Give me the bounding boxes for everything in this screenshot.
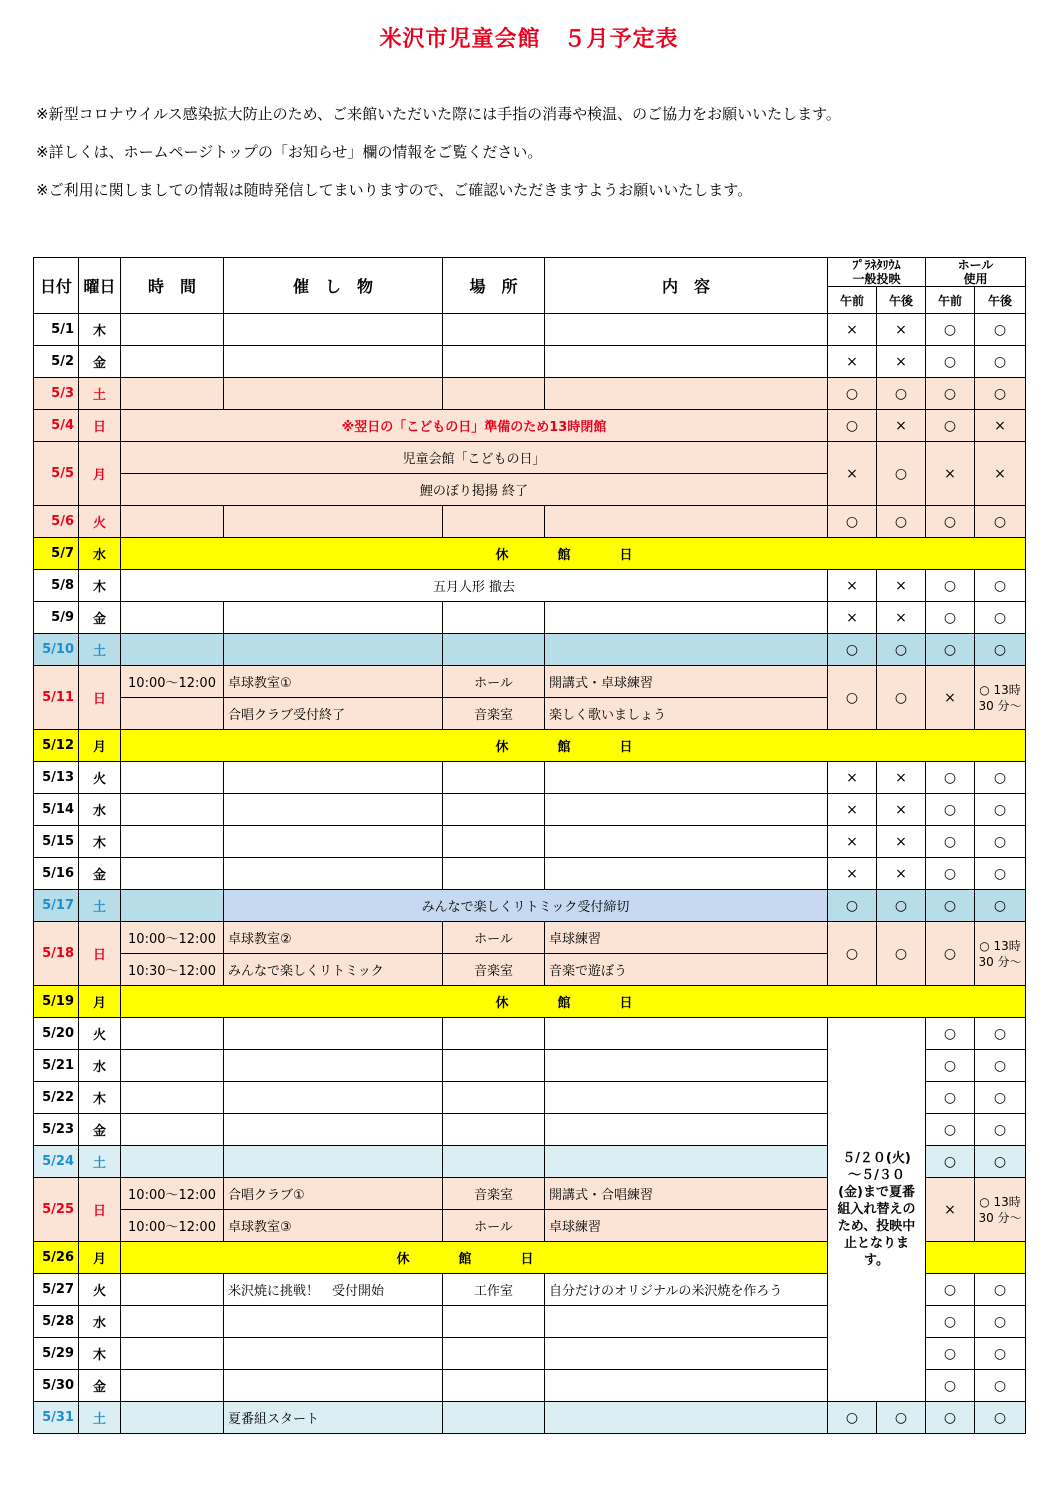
event-cell: 卓球教室② [224, 922, 443, 954]
planetarium-am-cell: × [828, 346, 877, 378]
hall-am-cell: ○ [926, 922, 975, 986]
planetarium-am-cell: ○ [828, 634, 877, 666]
planetarium-pm-cell: ○ [877, 506, 926, 538]
day-cell: 金 [79, 858, 121, 890]
planetarium-am-cell: ○ [828, 378, 877, 410]
hall-pm-cell: ○ [975, 826, 1026, 858]
date-cell: 5/3 [34, 378, 79, 410]
planetarium-am-cell: × [828, 826, 877, 858]
day-cell: 月 [79, 986, 121, 1018]
day-cell: 木 [79, 826, 121, 858]
hall-pm-cell: ○ [975, 314, 1026, 346]
planetarium-pm-cell: ○ [877, 890, 926, 922]
table-row [34, 634, 1026, 666]
hall-pm-cell: ○ [975, 794, 1026, 826]
hall-pm-cell: ○ [975, 1306, 1026, 1338]
place-cell: 音楽室 [443, 698, 545, 730]
hall-pm-cell: ○ 13時30 分～ [975, 666, 1026, 730]
header-content: 内 容 [545, 258, 828, 314]
event-cell: みんなで楽しくリトミック [224, 954, 443, 986]
date-cell: 5/16 [34, 858, 79, 890]
day-cell: 火 [79, 762, 121, 794]
table-row [34, 1018, 1026, 1050]
date-cell: 5/8 [34, 570, 79, 602]
hall-am-cell: ○ [926, 602, 975, 634]
day-cell: 土 [79, 634, 121, 666]
hall-am-cell: ○ [926, 1370, 975, 1402]
date-cell: 5/4 [34, 410, 79, 442]
planetarium-am-cell: ○ [828, 890, 877, 922]
date-cell: 5/28 [34, 1306, 79, 1338]
date-cell: 5/25 [34, 1178, 79, 1242]
time-cell: 10:00～12:00 [121, 1210, 224, 1242]
time-cell: 10:00～12:00 [121, 1178, 224, 1210]
event-cell: 卓球教室① [224, 666, 443, 698]
day-cell: 土 [79, 1146, 121, 1178]
hall-pm-cell: ○ [975, 1402, 1026, 1434]
header-event: 催 し 物 [224, 258, 443, 314]
day-cell: 土 [79, 890, 121, 922]
hall-am-cell: ○ [926, 410, 975, 442]
hall-am-cell: ○ [926, 570, 975, 602]
hall-am-cell: ○ [926, 346, 975, 378]
hall-am-cell: ○ [926, 794, 975, 826]
event-cell: 合唱クラブ受付終了 [224, 698, 443, 730]
closed-day-cell: 休 館 日 [121, 986, 1026, 1018]
table-row [34, 378, 1026, 410]
date-cell: 5/10 [34, 634, 79, 666]
planetarium-pm-cell: × [877, 762, 926, 794]
hall-pm-cell: ○ 13時30 分～ [975, 922, 1026, 986]
planetarium-pm-cell: ○ [877, 442, 926, 506]
day-cell: 水 [79, 1306, 121, 1338]
header-date: 日付 [34, 258, 79, 314]
table-row [34, 602, 1026, 634]
hall-am-cell: ○ [926, 826, 975, 858]
hall-pm-cell: ○ [975, 890, 1026, 922]
date-cell: 5/26 [34, 1242, 79, 1274]
day-cell: 日 [79, 410, 121, 442]
day-cell: 土 [79, 1402, 121, 1434]
planetarium-pm-cell: × [877, 570, 926, 602]
hall-pm-cell: ○ [975, 762, 1026, 794]
planetarium-pm-cell: ○ [877, 634, 926, 666]
table-row [34, 1402, 1026, 1434]
content-cell: 音楽で遊ぼう [545, 954, 828, 986]
header-time: 時 間 [121, 258, 224, 314]
date-cell: 5/9 [34, 602, 79, 634]
date-cell: 5/23 [34, 1114, 79, 1146]
notice-line: ※詳しくは、ホームページトップの「お知らせ」欄の情報をご覧ください。 [36, 143, 543, 161]
schedule-table [33, 257, 1026, 1434]
hall-am-cell: × [926, 1178, 975, 1242]
hall-closed-cell [926, 1242, 1026, 1274]
planetarium-pm-cell: × [877, 410, 926, 442]
day-cell: 水 [79, 794, 121, 826]
table-row [34, 922, 1026, 954]
planetarium-am-cell: × [828, 570, 877, 602]
day-cell: 月 [79, 442, 121, 506]
planetarium-pm-cell: × [877, 826, 926, 858]
table-row [34, 346, 1026, 378]
day-cell: 日 [79, 666, 121, 730]
notice-line: ※ご利用に関しましての情報は随時発信してまいりますので、ご確認いただきますようお願いいたします。 [36, 181, 753, 199]
header-hall-pm: 午後 [975, 287, 1026, 314]
hall-pm-cell: ○ [975, 378, 1026, 410]
hall-am-cell: ○ [926, 1114, 975, 1146]
event-span-cell: みんなで楽しくリトミック受付締切 [224, 890, 828, 922]
planetarium-pm-cell: × [877, 346, 926, 378]
date-cell: 5/1 [34, 314, 79, 346]
header-hall-line1: ホール [957, 258, 994, 272]
date-cell: 5/22 [34, 1082, 79, 1114]
day-cell: 木 [79, 1082, 121, 1114]
hall-pm-cell: ○ [975, 1114, 1026, 1146]
date-cell: 5/15 [34, 826, 79, 858]
date-cell: 5/21 [34, 1050, 79, 1082]
hall-pm-cell: × [975, 410, 1026, 442]
table-row [34, 410, 1026, 442]
day-cell: 金 [79, 602, 121, 634]
day-cell: 木 [79, 1338, 121, 1370]
date-cell: 5/31 [34, 1402, 79, 1434]
hall-pm-cell: × [975, 442, 1026, 506]
table-row [34, 730, 1026, 762]
content-cell: 開講式・合唱練習 [545, 1178, 828, 1210]
table-row [34, 506, 1026, 538]
table-row [34, 986, 1026, 1018]
day-cell: 水 [79, 1050, 121, 1082]
header-day: 曜日 [79, 258, 121, 314]
planetarium-am-cell: × [828, 602, 877, 634]
hall-am-cell: ○ [926, 890, 975, 922]
place-cell: 工作室 [443, 1274, 545, 1306]
header-planetarium-am: 午前 [828, 287, 877, 314]
planetarium-pm-cell: × [877, 794, 926, 826]
table-row [34, 794, 1026, 826]
planetarium-pm-cell: × [877, 602, 926, 634]
day-cell: 火 [79, 506, 121, 538]
planetarium-pm-cell: × [877, 858, 926, 890]
closed-day-cell: 休 館 日 [121, 538, 1026, 570]
hall-pm-cell: ○ [975, 346, 1026, 378]
place-cell: ホール [443, 666, 545, 698]
hall-pm-cell: ○ [975, 1274, 1026, 1306]
hall-am-cell: ○ [926, 1050, 975, 1082]
date-cell: 5/17 [34, 890, 79, 922]
hall-pm-cell: ○ [975, 506, 1026, 538]
header-planetarium-line1: ﾌﾟﾗﾈﾀﾘｳﾑ [852, 258, 901, 272]
table-row [34, 570, 1026, 602]
header-hall-line2: 使用 [963, 272, 988, 286]
closed-day-cell: 休 館 日 [121, 1242, 828, 1274]
date-cell: 5/27 [34, 1274, 79, 1306]
table-row [34, 442, 1026, 474]
day-cell: 水 [79, 538, 121, 570]
date-cell: 5/24 [34, 1146, 79, 1178]
event-cell: 合唱クラブ① [224, 1178, 443, 1210]
hall-am-cell: ○ [926, 1018, 975, 1050]
hall-am-cell: ○ [926, 1146, 975, 1178]
hall-am-cell: ○ [926, 314, 975, 346]
day-cell: 金 [79, 346, 121, 378]
day-cell: 土 [79, 378, 121, 410]
date-cell: 5/14 [34, 794, 79, 826]
event-cell: 夏番組スタート [224, 1402, 443, 1434]
planetarium-pm-cell: ○ [877, 922, 926, 986]
day-cell: 火 [79, 1274, 121, 1306]
date-cell: 5/19 [34, 986, 79, 1018]
header-place: 場 所 [443, 258, 545, 314]
day-cell: 木 [79, 570, 121, 602]
hall-pm-cell: ○ [975, 1370, 1026, 1402]
event-cell: 米沢焼に挑戦！ 受付開始 [224, 1274, 443, 1306]
day-cell: 火 [79, 1018, 121, 1050]
hall-pm-cell: ○ [975, 1018, 1026, 1050]
header-planetarium-pm: 午後 [877, 287, 926, 314]
content-cell: 自分だけのオリジナルの米沢焼を作ろう [545, 1274, 828, 1306]
planetarium-am-cell: × [828, 794, 877, 826]
time-cell: 10:00～12:00 [121, 922, 224, 954]
table-row [34, 314, 1026, 346]
event-span-cell: 児童会館「こどもの日」 [121, 442, 828, 474]
hall-am-cell: ○ [926, 858, 975, 890]
day-cell: 月 [79, 1242, 121, 1274]
planetarium-am-cell: × [828, 858, 877, 890]
hall-pm-cell: ○ [975, 1050, 1026, 1082]
planetarium-am-cell: ○ [828, 506, 877, 538]
table-row [34, 890, 1026, 922]
planetarium-am-cell: ○ [828, 410, 877, 442]
date-cell: 5/13 [34, 762, 79, 794]
notice-list [36, 100, 1026, 214]
place-cell: 音楽室 [443, 954, 545, 986]
planetarium-pm-cell: × [877, 314, 926, 346]
table-row [34, 762, 1026, 794]
closed-day-cell: 休 館 日 [121, 730, 1026, 762]
place-cell: 音楽室 [443, 1178, 545, 1210]
date-cell: 5/20 [34, 1018, 79, 1050]
hall-am-cell: ○ [926, 1338, 975, 1370]
date-cell: 5/11 [34, 666, 79, 730]
content-cell: 卓球練習 [545, 1210, 828, 1242]
planetarium-am-cell: ○ [828, 1402, 877, 1434]
date-cell: 5/7 [34, 538, 79, 570]
hall-pm-cell: ○ [975, 634, 1026, 666]
date-cell: 5/12 [34, 730, 79, 762]
header-hall-am: 午前 [926, 287, 975, 314]
hall-am-cell: × [926, 666, 975, 730]
hall-am-cell: ○ [926, 506, 975, 538]
planetarium-am-cell: × [828, 762, 877, 794]
day-cell: 月 [79, 730, 121, 762]
content-cell: 楽しく歌いましょう [545, 698, 828, 730]
hall-pm-cell: ○ [975, 1082, 1026, 1114]
hall-am-cell: ○ [926, 1402, 975, 1434]
event-cell: 卓球教室③ [224, 1210, 443, 1242]
content-cell: 開講式・卓球練習 [545, 666, 828, 698]
planetarium-am-cell: ○ [828, 666, 877, 730]
hall-am-cell: ○ [926, 378, 975, 410]
date-cell: 5/30 [34, 1370, 79, 1402]
header-hall [926, 258, 1026, 287]
date-cell: 5/29 [34, 1338, 79, 1370]
event-span-cell: 五月人形 撤去 [121, 570, 828, 602]
date-cell: 5/6 [34, 506, 79, 538]
place-cell: ホール [443, 1210, 545, 1242]
hall-am-cell: ○ [926, 1274, 975, 1306]
table-row [34, 666, 1026, 698]
hall-pm-cell: ○ [975, 858, 1026, 890]
header-planetarium [828, 258, 926, 287]
day-cell: 金 [79, 1114, 121, 1146]
hall-am-cell: ○ [926, 762, 975, 794]
planetarium-am-cell: × [828, 314, 877, 346]
hall-pm-cell: ○ [975, 570, 1026, 602]
table-row [34, 858, 1026, 890]
planetarium-pm-cell: ○ [877, 1402, 926, 1434]
day-cell: 木 [79, 314, 121, 346]
planetarium-pm-cell: ○ [877, 378, 926, 410]
hall-pm-cell: ○ 13時30 分～ [975, 1178, 1026, 1242]
hall-am-cell: ○ [926, 1082, 975, 1114]
hall-pm-cell: ○ [975, 602, 1026, 634]
event-span-cell: 鯉のぼり掲揚 終了 [121, 474, 828, 506]
content-cell: 卓球練習 [545, 922, 828, 954]
planetarium-am-cell: ○ [828, 922, 877, 986]
hall-am-cell: ○ [926, 634, 975, 666]
planetarium-am-cell: × [828, 442, 877, 506]
day-cell: 日 [79, 1178, 121, 1242]
event-span-cell: ※翌日の「こどもの日」準備のため13時閉館 [121, 410, 828, 442]
hall-pm-cell: ○ [975, 1338, 1026, 1370]
notice-line: ※新型コロナウイルス感染拡大防止のため、ご来館いただいた際には手指の消毒や検温、のご協力をお願いいたします。 [36, 105, 841, 123]
date-cell: 5/2 [34, 346, 79, 378]
date-cell: 5/5 [34, 442, 79, 506]
table-row [34, 826, 1026, 858]
page-title: 米沢市児童会館 ５月予定表 [379, 27, 679, 52]
time-cell: 10:30～12:00 [121, 954, 224, 986]
header-planetarium-line2: 一般投映 [852, 272, 901, 286]
planetarium-pm-cell: ○ [877, 666, 926, 730]
time-cell: 10:00～12:00 [121, 666, 224, 698]
hall-pm-cell: ○ [975, 1146, 1026, 1178]
place-cell: ホール [443, 922, 545, 954]
projection-suspended-note: ５/２０(火)～５/３０(金)まで夏番組入れ替えのため、投映中止となります。 [828, 1018, 926, 1402]
day-cell: 日 [79, 922, 121, 986]
day-cell: 金 [79, 1370, 121, 1402]
hall-am-cell: × [926, 442, 975, 506]
table-row [34, 538, 1026, 570]
date-cell: 5/18 [34, 922, 79, 986]
hall-am-cell: ○ [926, 1306, 975, 1338]
